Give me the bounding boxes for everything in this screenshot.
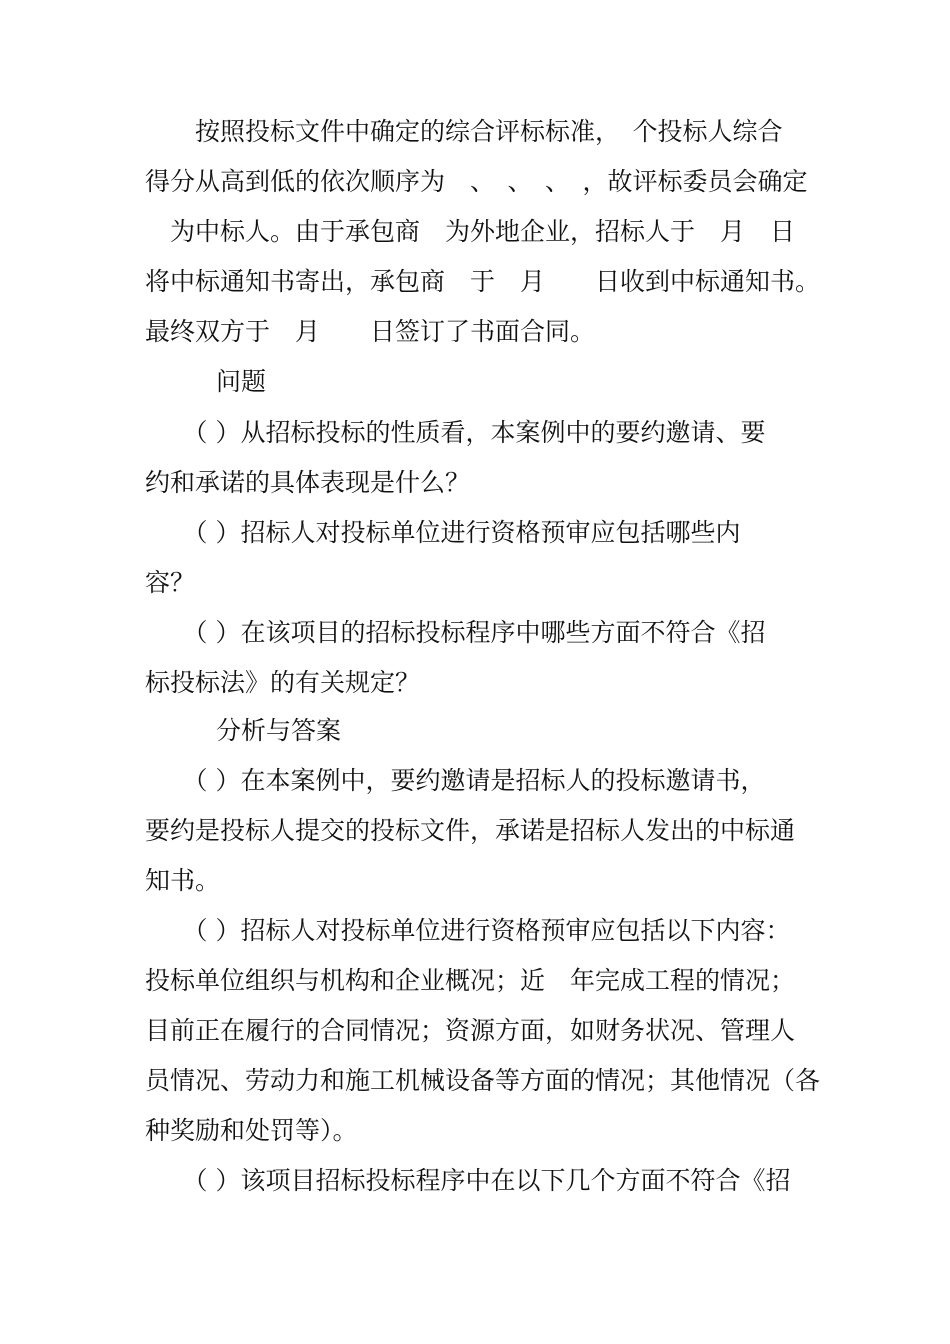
answer-line: 种奖励和处罚等）。 — [145, 1116, 358, 1145]
question-line: （ ）在该项目的招标投标程序中哪些方面不符合《招 — [145, 618, 766, 647]
section-heading-questions: 问题 — [216, 367, 267, 396]
answer-line: 投标单位组织与机构和企业概况；近 年完成工程的情况； — [145, 966, 796, 995]
answer-line: （ ）在本案例中，要约邀请是招标人的投标邀请书， — [145, 766, 766, 795]
question-line: （ ）从招标投标的性质看，本案例中的要约邀请、要 — [145, 418, 766, 447]
paragraph-line: 将中标通知书寄出，承包商 于 月 日收到中标通知书。 — [145, 267, 821, 296]
answer-line: 知书。 — [145, 866, 221, 895]
paragraph-line: 为中标人。由于承包商 为外地企业，招标人于 月 日 — [145, 217, 796, 246]
paragraph-line: 按照投标文件中确定的综合评标标准， 个投标人综合 — [145, 117, 783, 146]
paragraph-line: 最终双方于 月 日签订了书面合同。 — [145, 317, 596, 346]
answer-line: 要约是投标人提交的投标文件，承诺是招标人发出的中标通 — [145, 816, 796, 845]
question-line: （ ）招标人对投标单位进行资格预审应包括哪些内 — [145, 518, 741, 547]
answer-line: 员情况、劳动力和施工机械设备等方面的情况；其他情况（各 — [145, 1066, 821, 1095]
question-line: 约和承诺的具体表现是什么？ — [145, 468, 471, 497]
question-line: 容？ — [145, 568, 196, 597]
answer-line: 目前正在履行的合同情况；资源方面，如财务状况、管理人 — [145, 1016, 796, 1045]
answer-line: （ ）招标人对投标单位进行资格预审应包括以下内容： — [145, 916, 791, 945]
question-line: 标投标法》的有关规定？ — [145, 668, 421, 697]
answer-line: （ ）该项目招标投标程序中在以下几个方面不符合《招 — [145, 1166, 791, 1195]
section-heading-analysis: 分析与答案 — [216, 716, 342, 745]
paragraph-line: 得分从高到低的依次顺序为 、 、 、 ，故评标委员会确定 — [145, 167, 808, 196]
